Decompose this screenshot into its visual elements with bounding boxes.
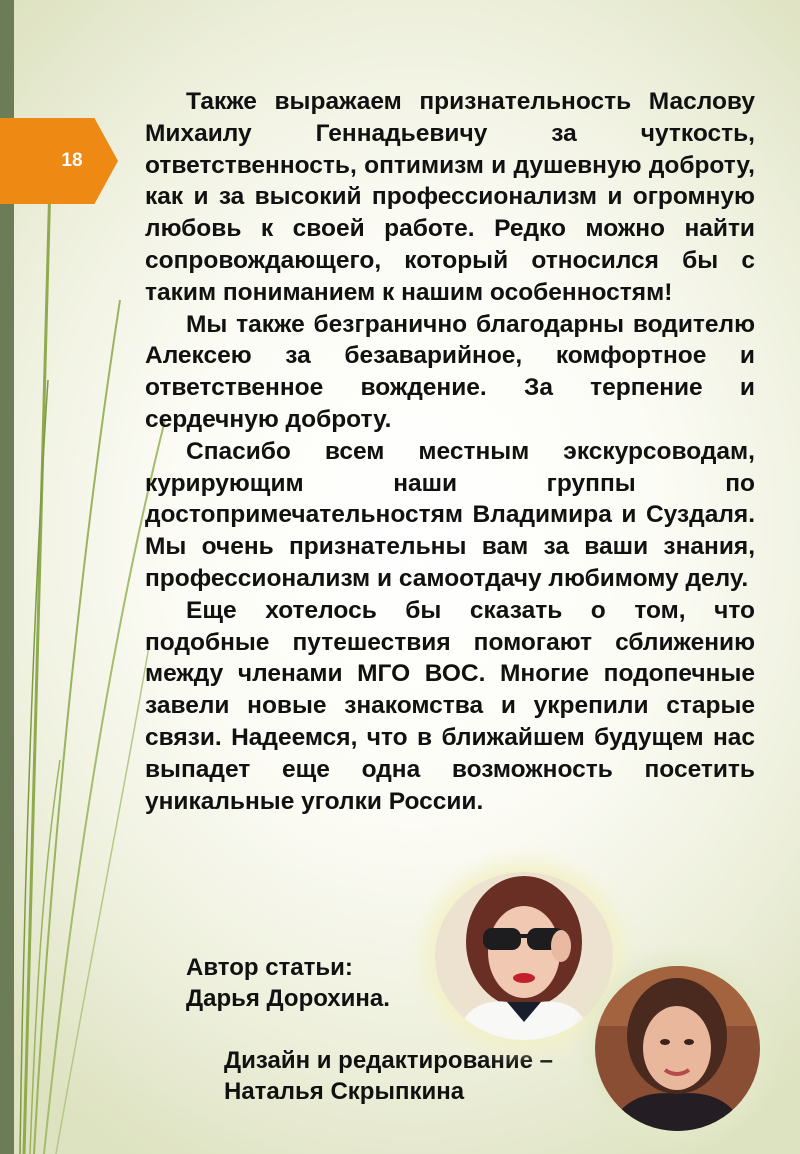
designer-name: Наталья Скрыпкина	[224, 1078, 465, 1105]
author-photo	[435, 872, 613, 1040]
article-paragraph: Спасибо всем местным экскурсоводам, курирующим наши группы по достопримечательностям Владимира и Суздаля. Мы очень признательны вам за ваши знания, профессионализм и самоотдачу любимому делу.	[145, 437, 755, 592]
article-paragraph: Еще хотелось бы сказать о том, что подобные путешествия помогают сближению между членами МГО ВОС. Многие подопечные завели новые знакомства и укрепили старые связи. Надеемся, что в ближайшем будущем нас выпадет еще одна возможность посетить уникальные уголки России.	[145, 596, 755, 815]
author-credit	[186, 952, 390, 1014]
designer-photo	[595, 966, 760, 1131]
article-body	[145, 86, 755, 817]
author-name: Дарья Дорохина.	[186, 985, 390, 1012]
article-paragraph: Мы также безгранично благодарны водителю Алексею за безаварийное, комфортное и ответственное вождение. За терпение и сердечную доброту.	[145, 310, 755, 433]
article-paragraph: Также выражаем признательность Маслову Михаилу Геннадьевичу за чуткость, ответственность, оптимизм и душевную доброту, как и за высокий профессионализм и огромную любовь к своей работе. Редко можно найти сопровождающего, который относился бы с таким пониманием к нашим особенностям!	[145, 88, 755, 306]
page-number: 18	[61, 150, 83, 171]
design-credit	[224, 1045, 553, 1107]
author-label: Автор статьи:	[186, 954, 353, 981]
design-label: Дизайн и редактирование –	[224, 1047, 553, 1074]
